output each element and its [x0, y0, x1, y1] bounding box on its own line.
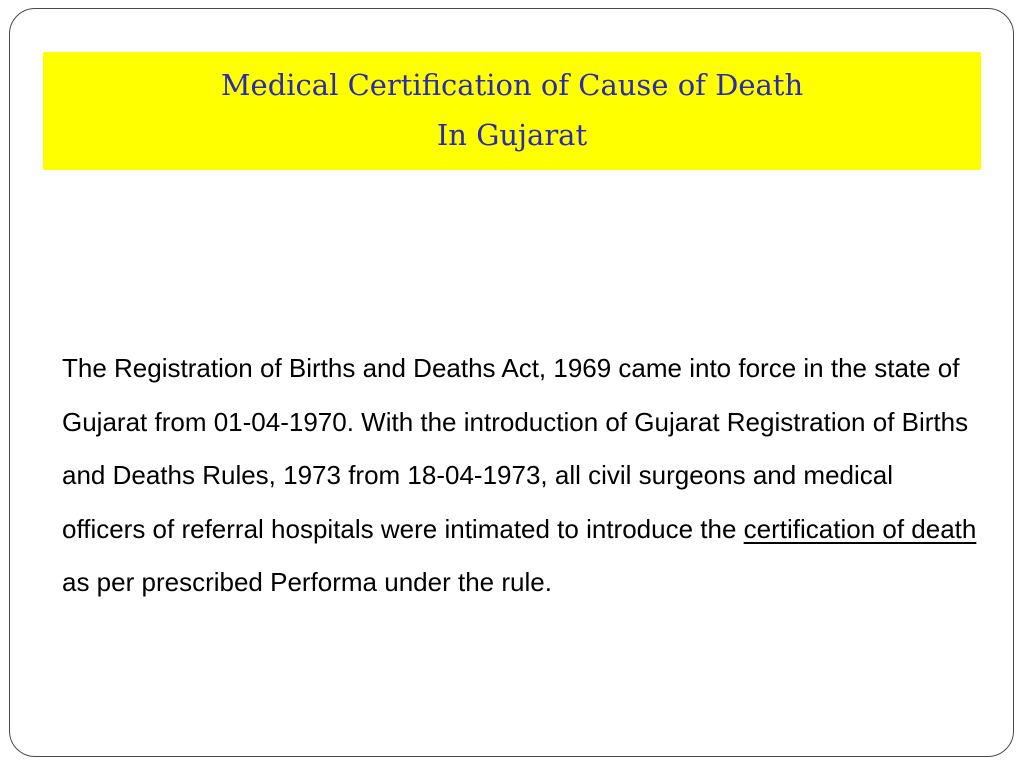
body-text-part-1: The Registration of Births and Deaths Act, 1969 came into force in the state of Gujarat from 01-04-1970. With the introduction of Gujarat Registration of Births and Deaths Rules, 1973 from 18-04-1973, all civil surgeons and medical officers of referral hospitals were intimated to introduce the	[62, 353, 969, 544]
body-text-part-2: as per prescribed Performa under the rule.	[62, 567, 552, 597]
body-paragraph	[62, 342, 982, 610]
title-banner	[43, 52, 981, 170]
underlined-phrase: certification of death	[743, 513, 977, 544]
slide-title-line-1: Medical Certification of Cause of Death	[220, 68, 804, 102]
slide-title-line-2: In Gujarat	[436, 118, 588, 152]
